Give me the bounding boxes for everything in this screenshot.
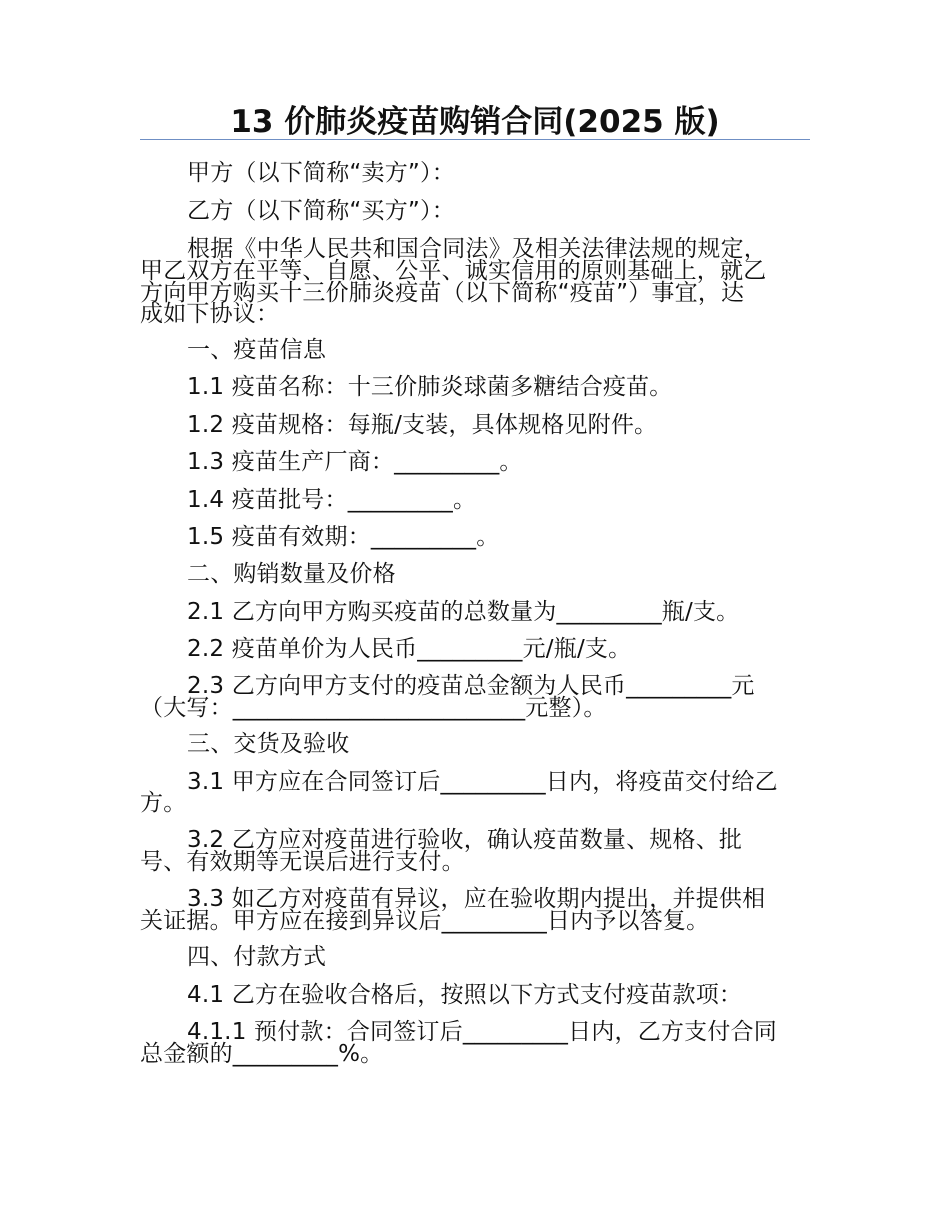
clause-line: 1.3 疫苗生产厂商：_________。 — [187, 449, 523, 475]
clause-line: 3.1 甲方应在合同签订后_________日内，将疫苗交付给乙 — [187, 769, 778, 795]
clause-line: 2.1 乙方向甲方购买疫苗的总数量为_________瓶/支。 — [187, 599, 740, 625]
clause-line: 关证据。甲方应在接到异议后_________日内予以答复。 — [140, 908, 710, 934]
clause-line: 1.4 疫苗批号：_________。 — [187, 487, 477, 513]
party-b-line: 乙方（以下简称“买方”）： — [187, 198, 455, 224]
clause-line: （大写：_________________________元整）。 — [140, 695, 607, 721]
title-underline — [140, 139, 810, 140]
section-heading: 三、交货及验收 — [187, 731, 350, 757]
party-a-line: 甲方（以下简称“卖方”）： — [187, 160, 455, 186]
section-heading: 二、购销数量及价格 — [187, 561, 396, 587]
preamble-line: 甲乙双方在平等、自愿、公平、诚实信用的原则基础上，就乙 — [140, 258, 767, 284]
preamble-line: 成如下协议： — [140, 301, 280, 327]
clause-line: 3.2 乙方应对疫苗进行验收，确认疫苗数量、规格、批 — [187, 827, 743, 853]
clause-line: 3.3 如乙方对疫苗有异议，应在验收期内提出，并提供相 — [187, 886, 766, 912]
document-title: 13 价肺炎疫苗购销合同(2025 版) — [230, 104, 720, 140]
section-heading: 一、疫苗信息 — [187, 337, 327, 363]
clause-line: 4.1 乙方在验收合格后，按照以下方式支付疫苗款项： — [187, 982, 743, 1008]
clause-line: 1.1 疫苗名称：十三价肺炎球菌多糖结合疫苗。 — [187, 374, 673, 400]
clause-line: 1.5 疫苗有效期：_________。 — [187, 524, 500, 550]
clause-line: 2.3 乙方向甲方支付的疫苗总金额为人民币_________元 — [187, 673, 755, 699]
clause-line: 方。 — [140, 790, 187, 816]
clause-line: 号、有效期等无误后进行支付。 — [140, 849, 465, 875]
preamble-line: 根据《中华人民共和国合同法》及相关法律法规的规定， — [187, 236, 767, 262]
preamble-line: 方向甲方购买十三价肺炎疫苗（以下简称“疫苗”）事宜，达 — [140, 280, 745, 306]
clause-line: 1.2 疫苗规格：每瓶/支装，具体规格见附件。 — [187, 412, 658, 438]
clause-line: 总金额的_________%。 — [140, 1041, 384, 1067]
clause-line: 2.2 疫苗单价为人民币_________元/瓶/支。 — [187, 636, 632, 662]
section-heading: 四、付款方式 — [187, 944, 327, 970]
clause-line: 4.1.1 预付款：合同签订后_________日内，乙方支付合同 — [187, 1019, 777, 1045]
